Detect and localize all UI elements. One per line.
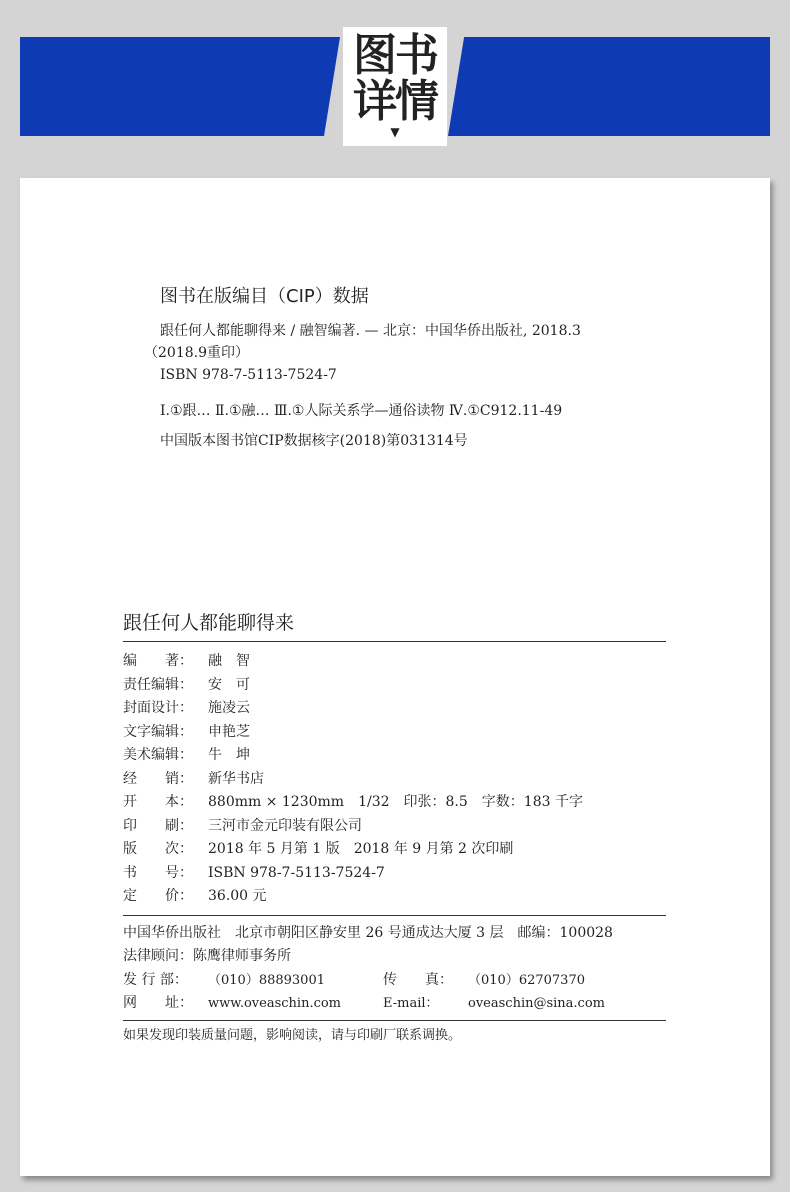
cip-line2: （2018.9重印） bbox=[144, 345, 249, 361]
book-details bbox=[123, 642, 666, 916]
header-title-box bbox=[343, 27, 447, 146]
web-label: 网 址： bbox=[123, 995, 193, 1011]
down-arrow-icon: ▼ bbox=[390, 125, 400, 139]
detail-row bbox=[123, 838, 666, 862]
cip-isbn: ISBN 978-7-5113-7524-7 bbox=[160, 367, 337, 383]
detail-row bbox=[123, 791, 666, 815]
detail-value: ISBN 978-7-5113-7524-7 bbox=[208, 864, 385, 881]
email-label: E-mail： bbox=[383, 996, 439, 1011]
detail-value: 880mm × 1230mm 1/32 印张：8.5 字数：183 千字 bbox=[208, 794, 583, 810]
publisher-legal: 法律顾问：陈鹰律师事务所 bbox=[123, 948, 291, 964]
detail-label: 定 价： bbox=[123, 888, 193, 904]
publisher-info bbox=[123, 916, 666, 1021]
detail-label: 经 销： bbox=[123, 770, 193, 787]
detail-label: 印 刷： bbox=[123, 817, 193, 834]
detail-label: 封面设计： bbox=[123, 700, 193, 716]
detail-value: 申艳芝 bbox=[208, 723, 250, 740]
detail-label: 书 号： bbox=[123, 864, 193, 881]
book-title: 跟任何人都能聊得来 bbox=[123, 608, 666, 642]
header-banner-left bbox=[20, 37, 340, 136]
fax-value: （010）62707370 bbox=[468, 972, 585, 988]
detail-value: 36.00 元 bbox=[208, 888, 267, 904]
detail-row bbox=[123, 768, 666, 792]
detail-label: 责任编辑： bbox=[123, 676, 193, 693]
fax-label: 传 真： bbox=[383, 971, 453, 988]
publisher-address: 中国华侨出版社 北京市朝阳区静安里 26 号通成达大厦 3 层 邮编：100028 bbox=[123, 924, 613, 941]
phone-value: （010）88893001 bbox=[208, 972, 325, 988]
detail-row bbox=[123, 674, 666, 698]
detail-value: 三河市金元印装有限公司 bbox=[208, 817, 362, 834]
detail-row bbox=[123, 862, 666, 886]
detail-row bbox=[123, 744, 666, 768]
cip-classification: Ⅰ.①跟… Ⅱ.①融… Ⅲ.①人际关系学—通俗读物 Ⅳ.①C912.11-49 bbox=[160, 403, 563, 419]
detail-row bbox=[123, 885, 666, 909]
header-banner-right bbox=[448, 37, 770, 136]
detail-label: 版 次： bbox=[123, 841, 193, 857]
cip-section bbox=[144, 282, 680, 452]
quality-note: 如果发现印装质量问题，影响阅读，请与印刷厂联系调换。 bbox=[123, 1027, 462, 1043]
detail-value: 施凌云 bbox=[208, 700, 250, 716]
phone-label: 发 行 部： bbox=[123, 971, 188, 988]
detail-value: 新华书店 bbox=[208, 770, 264, 787]
detail-row bbox=[123, 721, 666, 745]
publisher-contact-row bbox=[123, 969, 666, 993]
email-link[interactable]: oveaschin@sina.com bbox=[468, 996, 605, 1011]
detail-label: 文字编辑： bbox=[123, 723, 193, 740]
cip-title: 图书在版编目（CIP）数据 bbox=[160, 286, 369, 307]
detail-value: 2018 年 5 月第 1 版 2018 年 9 月第 2 次印刷 bbox=[208, 841, 514, 857]
publisher-web-row bbox=[123, 992, 666, 1016]
detail-row bbox=[123, 697, 666, 721]
detail-label: 开 本： bbox=[123, 794, 193, 810]
detail-row bbox=[123, 650, 666, 674]
detail-label: 美术编辑： bbox=[123, 747, 193, 763]
cip-line1: 跟任何人都能聊得来 / 融智编著. — 北京：中国华侨出版社, 2018.3 bbox=[160, 323, 581, 339]
cip-library: 中国版本图书馆CIP数据核字(2018)第031314号 bbox=[160, 433, 468, 449]
header-title-line1: 图书 bbox=[353, 30, 437, 81]
copyright-page bbox=[20, 178, 770, 1176]
web-link[interactable]: www.oveaschin.com bbox=[208, 996, 342, 1011]
header-title-line2: 详情 bbox=[353, 76, 437, 127]
detail-value: 融 智 bbox=[208, 653, 250, 669]
book-info-section bbox=[123, 608, 666, 1047]
detail-label: 编 著： bbox=[123, 653, 193, 669]
detail-value: 安 可 bbox=[208, 676, 250, 693]
detail-value: 牛 坤 bbox=[208, 747, 250, 763]
detail-row bbox=[123, 815, 666, 839]
